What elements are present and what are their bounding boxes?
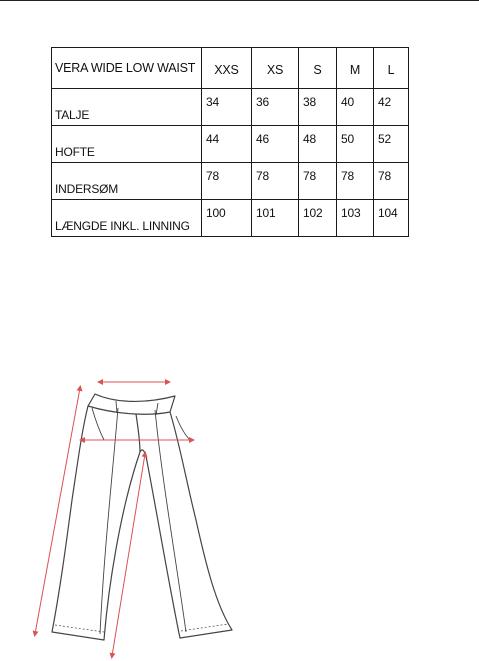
table-cell: 44	[202, 126, 252, 163]
pants-outline	[52, 394, 232, 640]
row-label-talje: TALJE	[52, 89, 202, 126]
table-cell: 78	[202, 163, 252, 200]
size-header-s: S	[299, 48, 337, 89]
table-cell: 104	[374, 200, 409, 237]
size-chart-header-row	[52, 48, 409, 89]
table-row	[52, 126, 409, 163]
table-cell: 52	[374, 126, 409, 163]
table-cell: 36	[252, 89, 299, 126]
pants-illustration	[0, 370, 479, 661]
table-cell: 100	[202, 200, 252, 237]
size-chart-table	[51, 47, 409, 237]
table-cell: 78	[374, 163, 409, 200]
size-header-xxs: XXS	[202, 48, 252, 89]
table-row	[52, 89, 409, 126]
table-cell: 101	[252, 200, 299, 237]
size-header-l: L	[374, 48, 409, 89]
table-cell: 42	[374, 89, 409, 126]
inseam-measure-arrow	[112, 454, 145, 656]
top-rule	[0, 0, 479, 1]
table-cell: 38	[299, 89, 337, 126]
table-row	[52, 200, 409, 237]
table-cell: 78	[252, 163, 299, 200]
table-row	[52, 163, 409, 200]
table-cell: 34	[202, 89, 252, 126]
size-header-m: M	[337, 48, 374, 89]
table-cell: 48	[299, 126, 337, 163]
table-cell: 78	[337, 163, 374, 200]
table-cell: 102	[299, 200, 337, 237]
row-label-laengde: LÆNGDE INKL. LINNING	[52, 200, 202, 237]
size-chart-title: VERA WIDE LOW WAIST	[52, 48, 202, 89]
table-cell: 103	[337, 200, 374, 237]
table-cell: 78	[299, 163, 337, 200]
row-label-indersom: INDERSØM	[52, 163, 202, 200]
size-header-xs: XS	[252, 48, 299, 89]
table-cell: 46	[252, 126, 299, 163]
measurement-arrows	[35, 382, 192, 656]
table-cell: 40	[337, 89, 374, 126]
table-cell: 50	[337, 126, 374, 163]
row-label-hofte: HOFTE	[52, 126, 202, 163]
